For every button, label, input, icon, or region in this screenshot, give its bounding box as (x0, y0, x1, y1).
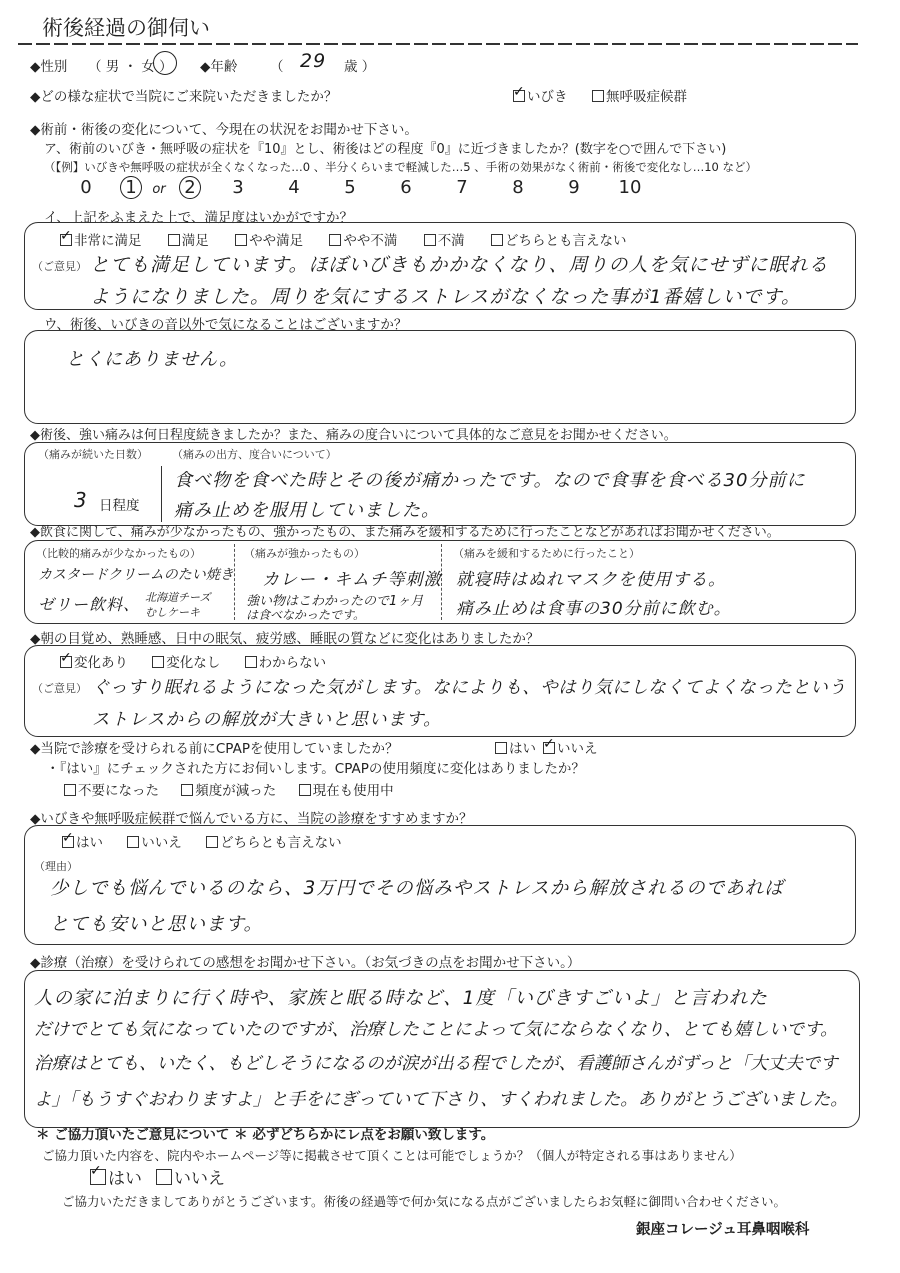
food-less-line-3[interactable]: 北海道チーズ (145, 591, 211, 604)
checkbox-icon[interactable] (424, 234, 436, 246)
scale-2[interactable]: 2 (170, 176, 210, 199)
cpap-sub-option-3[interactable]: 現在も使用中 (299, 783, 394, 799)
satisfaction-option-3[interactable]: やや満足 (235, 233, 303, 249)
impression-question: ◆診療（治療）を受けられての感想をお聞かせ下さい。（お気づきの点をお聞かせ下さい。） (30, 955, 581, 971)
satisfaction-option-6[interactable]: どちらとも言えない (491, 233, 627, 249)
recommend-option-no[interactable]: いいえ (127, 835, 182, 851)
recommend-question: ◆いびきや無呼吸症候群で悩んでいる方に、当院の診療をすすめますか？ (30, 811, 473, 827)
checkbox-icon[interactable] (156, 1169, 172, 1185)
checkbox-icon[interactable] (64, 784, 76, 796)
cpap-yes-option[interactable]: はい (495, 737, 536, 757)
pain-detail-line-2[interactable]: 痛み止めを服用していました。 (174, 500, 440, 521)
checkbox-icon[interactable] (206, 836, 218, 848)
sleep-comment-line-2[interactable]: ストレスからの解放が大きいと思います。 (92, 710, 442, 730)
scale-0[interactable]: 0 (80, 177, 92, 198)
scale-or: or (152, 182, 166, 197)
checkbox-icon[interactable] (592, 90, 604, 102)
gender-label: ◆性別 (30, 59, 68, 75)
reason-line-2[interactable]: とても安いと思います。 (50, 914, 264, 935)
checkbox-icon[interactable] (181, 784, 193, 796)
checkbox-icon[interactable] (62, 836, 74, 848)
sleep-options (60, 651, 326, 671)
satisfaction-option-2[interactable]: 満足 (168, 233, 209, 249)
checkbox-icon[interactable] (127, 836, 139, 848)
cpap-sub-option-2[interactable]: 頻度が減った (181, 783, 276, 799)
cooperation-question: ご協力頂いた内容を、院内やホームページ等に掲載させて頂くことは可能でしょうか？（個人が特定される事はありません） (42, 1148, 742, 1163)
checkbox-icon[interactable] (235, 234, 247, 246)
age-value: 29 (300, 50, 327, 72)
food-relief-label: （痛みを緩和するために行ったこと） (453, 547, 640, 560)
symptom-apnea-option[interactable]: 無呼吸症候群 (592, 85, 687, 105)
age-label: ◆年齢 (200, 59, 238, 75)
scale-10[interactable]: 10 (618, 177, 642, 198)
food-less-line-4[interactable]: むしケーキ (145, 606, 200, 619)
symptom-snore-option[interactable]: ✓ いびき (513, 85, 568, 105)
sleep-option-unchanged[interactable]: 変化なし (152, 655, 220, 671)
checkbox-icon[interactable] (245, 656, 257, 668)
food-divider-1 (234, 544, 235, 620)
satisfaction-comment-line-2[interactable]: ようになりました。周りを気にするストレスがなくなった事が1番嬉しいです。 (90, 286, 802, 308)
food-strong-line-3[interactable]: は食べなかったです。 (246, 608, 366, 622)
question-a: ア、術前のいびき・無呼吸の症状を『10』とし、術後はどの程度『0』に近づきましたか？(数字を○で囲んで下さい) (44, 142, 727, 157)
scale-3[interactable]: 3 (232, 177, 244, 198)
age-unit: 歳 ） (344, 59, 376, 75)
impression-line-4[interactable]: よ」「もうすぐおわりますよ」と手をにぎっていて下さり、すくわれました。ありがとうございました。 (34, 1090, 848, 1110)
checkbox-icon[interactable] (513, 90, 525, 102)
checkbox-icon[interactable] (495, 742, 507, 754)
scale-7[interactable]: 7 (456, 177, 468, 198)
cooperation-heading: ＊ ご協力頂いたご意見について ＊ 必ずどちらかにレ点をお願い致します。 (36, 1127, 495, 1143)
cpap-sub-option-1[interactable]: 不要になった (64, 783, 159, 799)
impression-line-1[interactable]: 人の家に泊まりに行く時や、家族と眠る時など、1度「いびきすごいよ」と言われた (34, 988, 768, 1009)
change-question: ◆術前・術後の変化について、今現在の状況をお聞かせ下さい。 (30, 122, 418, 138)
checkbox-icon[interactable] (60, 234, 72, 246)
satisfaction-options (60, 229, 626, 249)
food-strong-line-2[interactable]: 強い物はこわかったので1ヶ月 (246, 594, 424, 609)
recommend-option-yes[interactable]: ✓はい (62, 835, 103, 851)
pain-detail-line-1[interactable]: 食べ物を食べた時とその後が痛かったです。なので食事を食べる30分前に (174, 470, 806, 491)
satisfaction-question: イ、上記をふまえた上で、満足度はいかがですか？ (44, 210, 354, 226)
symptom-question: ◆どの様な症状で当院にご来院いただきましたか？ (30, 89, 338, 105)
impression-line-3[interactable]: 治療はとても、いたく、もどしそうになるのが涙が出る程でしたが、看護師さんがずっと「大丈夫です (34, 1054, 838, 1074)
reason-label: （理由） (34, 860, 78, 873)
pain-divider (161, 466, 162, 522)
food-relief-line-2[interactable]: 痛み止めは食事の30分前に飲む。 (456, 599, 732, 619)
checkbox-icon[interactable] (60, 656, 72, 668)
scale-6[interactable]: 6 (400, 177, 412, 198)
checkbox-icon[interactable] (90, 1169, 106, 1185)
checkbox-icon[interactable] (152, 656, 164, 668)
checkbox-icon[interactable] (543, 742, 555, 754)
other-concern-answer[interactable]: とくにありません。 (66, 349, 239, 370)
pain-days-label: （痛みが続いた日数） (38, 448, 148, 461)
food-less-line-1[interactable]: カスタードクリームのたい焼き (38, 567, 234, 583)
satisfaction-option-1[interactable]: ✓非常に満足 (60, 233, 142, 249)
scale-9[interactable]: 9 (568, 177, 580, 198)
cpap-question: ◆当院で診療を受けられる前にCPAPを使用していましたか？ (30, 741, 399, 757)
gender-female-circle (153, 51, 177, 75)
satisfaction-option-5[interactable]: 不満 (424, 233, 465, 249)
checkbox-icon[interactable] (491, 234, 503, 246)
food-question: ◆飲食に関して、痛みが少なかったもの、強かったもの、また痛みを緩和するために行ったことなどがあればお聞かせください。 (30, 525, 780, 540)
sleep-question: ◆朝の目覚め、熟睡感、日中の眠気、疲労感、睡眠の質などに変化はありましたか？ (30, 631, 540, 647)
sleep-option-changed[interactable]: ✓変化あり (60, 655, 128, 671)
satisfaction-option-4[interactable]: やや不満 (329, 233, 397, 249)
sleep-opinion-label: （ご意見） (32, 682, 87, 695)
cooperation-no-option[interactable]: いいえ (156, 1164, 225, 1189)
recommend-option-neutral[interactable]: どちらとも言えない (206, 835, 342, 851)
impression-line-2[interactable]: だけでとても気になっていたのですが、治療したことによって気にならなくなり、とても嬉しいです。 (34, 1020, 838, 1040)
reason-line-1[interactable]: 少しでも悩んでいるのなら、3万円でその悩みやストレスから解放されるのであれば (50, 878, 784, 899)
improvement-scale (58, 176, 658, 199)
question-a-example: （【例】いびきや無呼吸の症状が全くなくなった…0 、半分くらいまで軽減した…5 、手術の効果がなく術前・術後で変化なし…10 など） (44, 160, 757, 174)
clinic-name: 銀座コレージュ耳鼻咽喉科 (636, 1222, 810, 1238)
scale-8[interactable]: 8 (512, 177, 524, 198)
thanks-message: ご協力いただきましてありがとうございます。術後の経過等で何か気になる点がございましたらお気軽に御問い合わせください。 (62, 1194, 787, 1209)
title-divider (18, 40, 858, 48)
checkbox-icon[interactable] (329, 234, 341, 246)
cpap-sub-question: ・『はい』にチェックされた方にお伺いします。CPAPの使用頻度に変化はありましたか？ (46, 761, 585, 777)
food-less-line-2[interactable]: ゼリー飲料、 (38, 595, 141, 614)
pain-days-unit: 日程度 (99, 498, 140, 514)
pain-days-value[interactable]: 3 (74, 488, 88, 512)
recommend-options (62, 831, 342, 851)
pain-detail-label: （痛みの出方、度合いについて） (172, 448, 337, 461)
food-strong-line-1[interactable]: カレー・キムチ等刺激 (262, 570, 442, 590)
pain-question: ◆術後、強い痛みは何日程度続きましたか？また、痛みの度合いについて具体的なご意見をお聞かせください。 (30, 428, 677, 443)
gender-options: （ 男 ・ 女 ） (88, 59, 173, 75)
cpap-no-option[interactable]: ✓ いいえ (543, 737, 598, 757)
satisfaction-comment-line-1[interactable]: とても満足しています。ほぼいびきもかかなくなり、周りの人を気にせずに眠れる (90, 254, 829, 276)
sleep-comment-line-1[interactable]: ぐっすり眠れるようになった気がします。なによりも、やはり気にしなくてよくなったという (92, 678, 847, 698)
checkbox-icon[interactable] (299, 784, 311, 796)
satisfaction-opinion-label: （ご意見） (32, 260, 87, 273)
food-less-label: （比較的痛みが少なかったもの） (36, 547, 201, 560)
checkbox-icon[interactable] (168, 234, 180, 246)
cooperation-yes-option[interactable]: ✓はい (90, 1164, 142, 1189)
scale-1[interactable]: 1 (114, 176, 148, 199)
page-title: 術後経過の御伺い (42, 16, 210, 40)
scale-4[interactable]: 4 (288, 177, 300, 198)
scale-5[interactable]: 5 (344, 177, 356, 198)
cpap-sub-options (64, 779, 394, 799)
food-strong-label: （痛みが強かったもの） (244, 547, 365, 560)
sleep-option-unknown[interactable]: わからない (245, 655, 327, 671)
food-relief-line-1[interactable]: 就寝時はぬれマスクを使用する。 (456, 570, 726, 590)
age-open: （ (270, 59, 284, 75)
other-concern-question: ウ、術後、いびきの音以外で気になることはございますか？ (44, 317, 408, 333)
